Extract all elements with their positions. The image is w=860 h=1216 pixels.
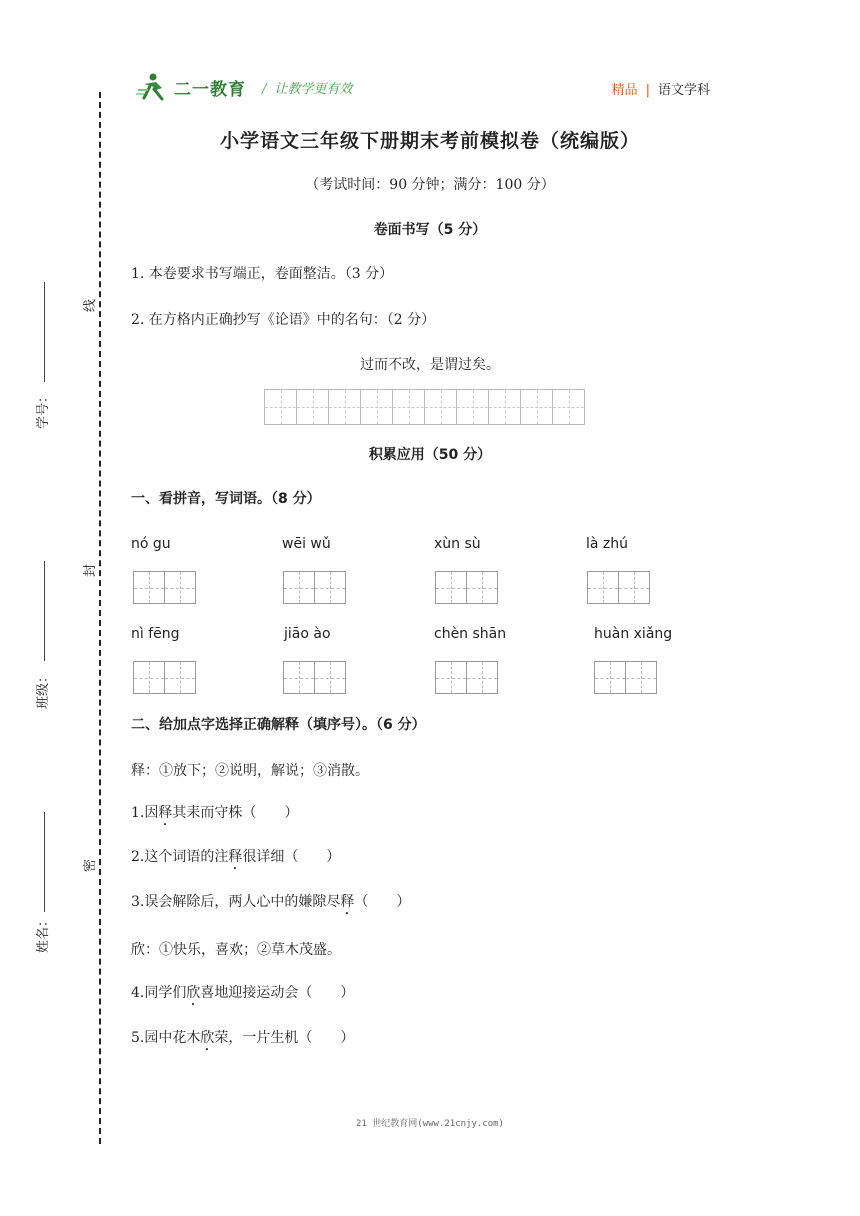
name-label: 姓名： <box>36 913 52 954</box>
grid-cell[interactable] <box>328 389 361 425</box>
grid-cell[interactable] <box>264 389 297 425</box>
seal-char-xian: 线 <box>83 298 99 313</box>
sub-question-5: 5.园中花木欣荣，一片生机（ ） <box>131 1030 355 1046</box>
section-heading-handwriting: 卷面书写（5 分） <box>373 222 487 238</box>
answer-box-4[interactable] <box>588 571 650 604</box>
definition-xin: 欣：①快乐，喜欢；②草木茂盛。 <box>131 942 341 958</box>
sub-question-1: 1.因释其耒而守株（ ） <box>131 805 299 821</box>
dotted-char: 欣 <box>200 1030 215 1046</box>
dotted-char: 释 <box>228 849 243 865</box>
pinyin-1: nó gu <box>131 536 171 552</box>
definition-shi: 释：①放下；②说明，解说；③消散。 <box>131 763 369 779</box>
copy-grid[interactable] <box>265 389 585 425</box>
seal-char-feng: 封 <box>83 563 99 578</box>
answer-box-2[interactable] <box>284 571 346 604</box>
seal-char-mi: 密 <box>83 858 99 873</box>
sub-question-4: 4.同学们欣喜地迎接运动会（ ） <box>131 985 355 1001</box>
answer-box-5[interactable] <box>134 661 196 694</box>
grid-cell[interactable] <box>296 389 329 425</box>
class-label: 班级： <box>36 669 52 710</box>
question-2: 2. 在方格内正确抄写《论语》中的名句：（2 分） <box>131 312 436 328</box>
brand-name: 二一教育 <box>174 79 246 100</box>
dotted-char: 释 <box>158 805 173 821</box>
exam-subtitle: （考试时间：90 分钟；满分：100 分） <box>305 177 555 193</box>
answer-box-7[interactable] <box>436 661 498 694</box>
grid-cell[interactable] <box>520 389 553 425</box>
header-tags: 精品 | 语文学科 <box>611 83 710 98</box>
brand-slogan: / 让教学更有效 <box>262 81 353 97</box>
answer-box-6[interactable] <box>284 661 346 694</box>
section-heading-accumulation: 积累应用（50 分） <box>368 447 492 463</box>
dotted-char: 欣 <box>186 985 201 1001</box>
pinyin-3: xùn sù <box>434 536 481 552</box>
grid-cell[interactable] <box>488 389 521 425</box>
part2-heading: 二、给加点字选择正确解释（填序号）。（6 分） <box>131 717 426 733</box>
analects-quote: 过而不改，是谓过矣。 <box>360 357 500 373</box>
sub-question-3: 3.误会解除后，两人心中的嫌隙尽释（ ） <box>131 894 411 910</box>
brand-header <box>136 70 352 104</box>
subject-tag: 语文学科 <box>657 83 710 98</box>
question-1: 1. 本卷要求书写端正，卷面整洁。（3 分） <box>131 266 394 282</box>
grid-cell[interactable] <box>360 389 393 425</box>
grid-cell[interactable] <box>424 389 457 425</box>
part1-heading: 一、看拼音，写词语。（8 分） <box>131 491 321 507</box>
student-id-label: 学号： <box>36 389 52 430</box>
pinyin-7: chèn shān <box>434 626 507 642</box>
grid-cell[interactable] <box>456 389 489 425</box>
grid-cell[interactable] <box>552 389 585 425</box>
quality-tag: 精品 <box>611 83 638 98</box>
pinyin-5: nì fēng <box>131 626 180 642</box>
class-blank[interactable] <box>44 561 45 661</box>
answer-box-1[interactable] <box>134 571 196 604</box>
sub-question-2: 2.这个词语的注释很详细（ ） <box>131 849 341 865</box>
dotted-char: 释 <box>340 894 355 910</box>
pinyin-8: huàn xiǎng <box>594 626 673 642</box>
page-footer: 21 世纪教育网(www.21cnjy.com) <box>356 1119 504 1129</box>
grid-cell[interactable] <box>392 389 425 425</box>
exam-title: 小学语文三年级下册期末考前模拟卷（统编版） <box>219 130 640 152</box>
pinyin-2: wēi wǔ <box>282 536 331 552</box>
runner-logo-icon <box>136 72 170 102</box>
pinyin-4: là zhú <box>586 536 629 552</box>
answer-box-3[interactable] <box>436 571 498 604</box>
answer-box-8[interactable] <box>595 661 657 694</box>
binding-dashed-line <box>99 92 101 1144</box>
name-blank[interactable] <box>44 812 45 912</box>
pinyin-6: jiāo ào <box>284 626 331 642</box>
